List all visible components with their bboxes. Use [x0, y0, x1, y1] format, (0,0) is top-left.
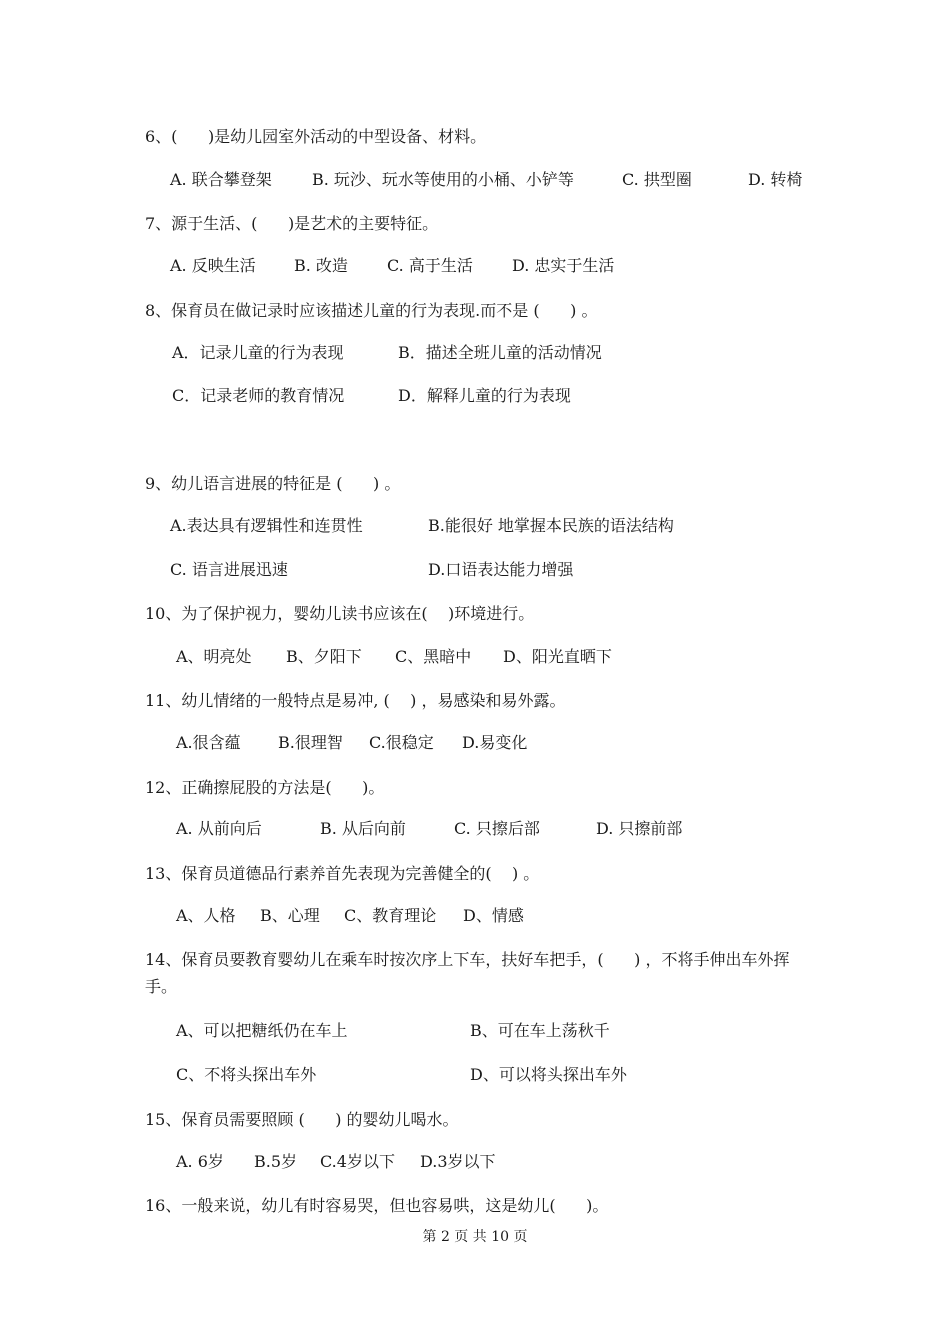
question-11-option-b: B.很理智	[278, 733, 343, 752]
question-12-option-b: B. 从后向前	[320, 819, 406, 838]
question-16-stem: 16、一般来说，幼儿有时容易哭，但也容易哄，这是幼儿( )。	[145, 1196, 609, 1215]
question-6-option-c: C. 拱型圈	[622, 170, 692, 189]
question-10-option-d: D、阳光直晒下	[503, 647, 612, 666]
question-9-option-b: B.能很好 地掌握本民族的语法结构	[428, 516, 674, 535]
question-15-option-c: C.4岁以下	[320, 1152, 395, 1171]
question-11-stem: 11、幼儿情绪的一般特点是易冲, ( ) ，易感染和易外露。	[145, 691, 566, 710]
question-10-option-b: B、夕阳下	[286, 647, 362, 666]
page-footer: 第 2 页 共 10 页	[422, 1229, 528, 1245]
question-7-option-b: B. 改造	[294, 256, 348, 275]
question-13-option-a: A、人格	[176, 906, 236, 925]
question-15-option-a: A. 6岁	[176, 1152, 224, 1171]
question-8-stem: 8、保育员在做记录时应该描述儿童的行为表现.而不是 ( ) 。	[145, 301, 598, 320]
question-13-option-b: B、心理	[260, 906, 320, 925]
question-8-option-c: C．记录老师的教育情况	[172, 386, 345, 405]
question-12-option-a: A. 从前向后	[176, 819, 262, 838]
question-14-stem: 14、保育员要教育婴幼儿在乘车时按次序上下车，扶好车把手，( ) ，不将手伸出车外挥手。	[145, 950, 790, 996]
question-12-option-c: C. 只擦后部	[454, 819, 540, 838]
question-12-stem: 12、正确擦屁股的方法是( )。	[145, 778, 385, 797]
question-8-option-d: D．解释儿童的行为表现	[398, 386, 571, 405]
question-12-option-d: D. 只擦前部	[596, 819, 683, 838]
question-9-option-a: A.表达具有逻辑性和连贯性	[170, 516, 363, 535]
question-7-stem: 7、源于生活、( )是艺术的主要特征。	[145, 214, 439, 233]
question-8-option-a: A．记录儿童的行为表现	[172, 343, 344, 362]
question-15-option-d: D.3岁以下	[420, 1152, 496, 1171]
question-9-stem: 9、幼儿语言进展的特征是 ( ) 。	[145, 474, 401, 493]
question-7-option-c: C. 高于生活	[387, 256, 473, 275]
question-14-option-a: A、可以把糖纸仍在车上	[176, 1021, 348, 1040]
question-13-stem: 13、保育员道德品行素养首先表现为完善健全的( ) 。	[145, 864, 540, 883]
question-13-option-c: C、教育理论	[344, 906, 437, 925]
question-14-option-d: D、可以将头探出车外	[470, 1065, 627, 1084]
question-6-option-b: B. 玩沙、玩水等使用的小桶、小铲等	[312, 170, 574, 189]
question-10-option-a: A、明亮处	[176, 647, 252, 666]
question-6-option-d: D. 转椅	[748, 170, 803, 189]
question-11-option-a: A.很含蕴	[176, 733, 241, 752]
question-9-option-c: C. 语言进展迅速	[170, 560, 288, 579]
question-10-stem: 10、为了保护视力，婴幼儿读书应该在( )环境进行。	[145, 604, 535, 623]
question-14-option-b: B、可在车上荡秋千	[470, 1021, 610, 1040]
question-13-option-d: D、情感	[463, 906, 524, 925]
question-10-option-c: C、黑暗中	[395, 647, 472, 666]
question-11-option-c: C.很稳定	[369, 733, 434, 752]
question-6-stem: 6、( )是幼儿园室外活动的中型设备、材料。	[145, 127, 487, 146]
question-11-option-d: D.易变化	[462, 733, 528, 752]
question-6-option-a: A. 联合攀登架	[170, 170, 272, 189]
question-7-option-a: A. 反映生活	[170, 256, 256, 275]
question-8-option-b: B．描述全班儿童的活动情况	[398, 343, 602, 362]
question-9-option-d: D.口语表达能力增强	[428, 560, 574, 579]
question-7-option-d: D. 忠实于生活	[512, 256, 615, 275]
question-15-option-b: B.5岁	[254, 1152, 298, 1171]
question-15-stem: 15、保育员需要照顾 ( ) 的婴幼儿喝水。	[145, 1110, 459, 1129]
question-14-option-c: C、不将头探出车外	[176, 1065, 317, 1084]
